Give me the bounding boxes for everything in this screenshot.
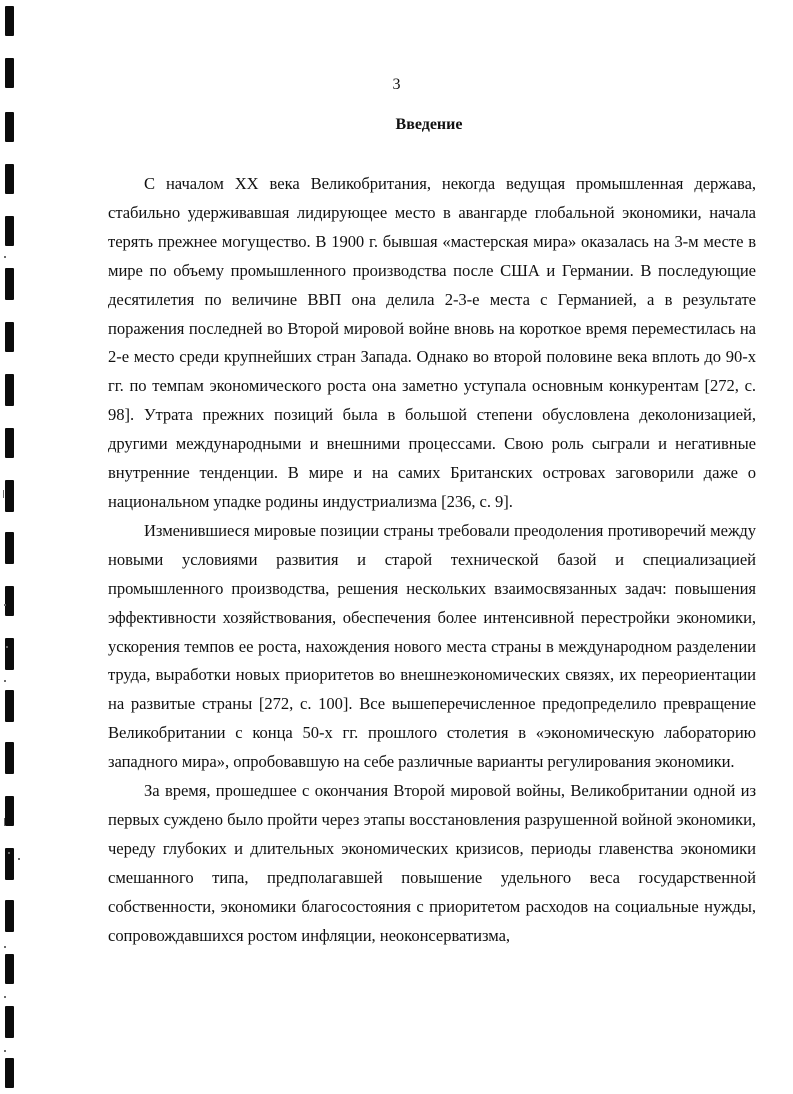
scan-binding-margin [0, 0, 40, 1094]
binding-mark [5, 322, 14, 352]
scan-speck [18, 858, 20, 860]
paragraph: За время, прошедшее с окончания Второй мировой войны, Великобритании одной из первых суждено было пройти через этапы восстановления разрушенной войной экономики, череду глубоких и длительных экономических кризисов, периоды главенства экономики смешанного типа, предполагавшей повышение удельного веса государственной собственности, экономики благосостояния с приоритетом расходов на социальные нужды, сопровождавшихся ростом инфляции, неоконсерватизма, [108, 781, 756, 945]
scan-speck [3, 490, 4, 498]
scan-speck [6, 646, 8, 648]
scan-speck [4, 818, 5, 826]
binding-mark [5, 638, 14, 670]
scan-speck [4, 1050, 6, 1052]
binding-mark [5, 586, 14, 616]
binding-mark [5, 374, 14, 406]
binding-mark [5, 796, 14, 826]
binding-mark [5, 532, 14, 564]
page-number: 3 [392, 76, 401, 93]
binding-mark [5, 900, 14, 932]
scan-speck [4, 946, 6, 948]
scan-speck [4, 996, 6, 998]
paragraph: Изменившиеся мировые позиции страны требовали преодоления противоречий между новыми условиями развития и старой технической базой и специализацией промышленного производства, решения нескольких взаимосвязанных задач: повышения эффективности хозяйствования, обеспечения более интенсивной перестройки экономики, ускорения темпов ее роста, нахождения нового места страны в международном разделении труда, выработки новых приоритетов во внешнеэкономических связях, их переориентации на развитые страны [272, с. 100]. Все вышеперечисленное предопределило превращение Великобритании с конца 50-х гг. прошлого столетия в «экономическую лабораторию западного мира», опробовавшую на себе различные варианты регулирования экономики. [108, 520, 756, 772]
scan-speck [8, 852, 10, 854]
binding-mark [5, 690, 14, 722]
document-body [108, 170, 756, 950]
binding-mark [5, 6, 14, 36]
scan-speck [4, 256, 6, 258]
page-title: Введение [395, 116, 463, 133]
binding-mark [5, 428, 14, 458]
paragraph: С началом XX века Великобритания, некогда ведущая промышленная держава, стабильно удерживавшая лидирующее место в авангарде глобальной экономики, начала терять прежнее могущество. В 1900 г. бывшая «мастерская мира» оказалась на 3-м месте в мире по объему промышленного производства после США и Германии. В последующие десятилетия по величине ВВП она делила 2-3-е места с Германией, а в результате поражения последней во Второй мировой войне вновь на короткое время переместилась на 2-е место среди крупнейших стран Запада. Однако во второй половине века вплоть до 90-х гг. по темпам экономического роста она заметно уступала основным конкурентам [272, с. 98]. Утрата прежних позиций была в большой степени обусловлена деколонизацией, другими международными и внешними процессами. Свою роль сыграли и негативные внутренние тенденции. В мире и на самих Британских островах заговорили даже о национальном упадке родины индустриализма [236, с. 9]. [108, 174, 756, 511]
binding-mark [5, 164, 14, 194]
binding-mark [5, 954, 14, 984]
scan-speck [4, 604, 6, 606]
binding-mark [5, 1058, 14, 1088]
binding-mark [5, 216, 14, 246]
scan-speck [4, 680, 6, 682]
binding-mark [5, 480, 14, 512]
binding-mark [5, 1006, 14, 1038]
binding-mark [5, 742, 14, 774]
binding-mark [5, 268, 14, 300]
